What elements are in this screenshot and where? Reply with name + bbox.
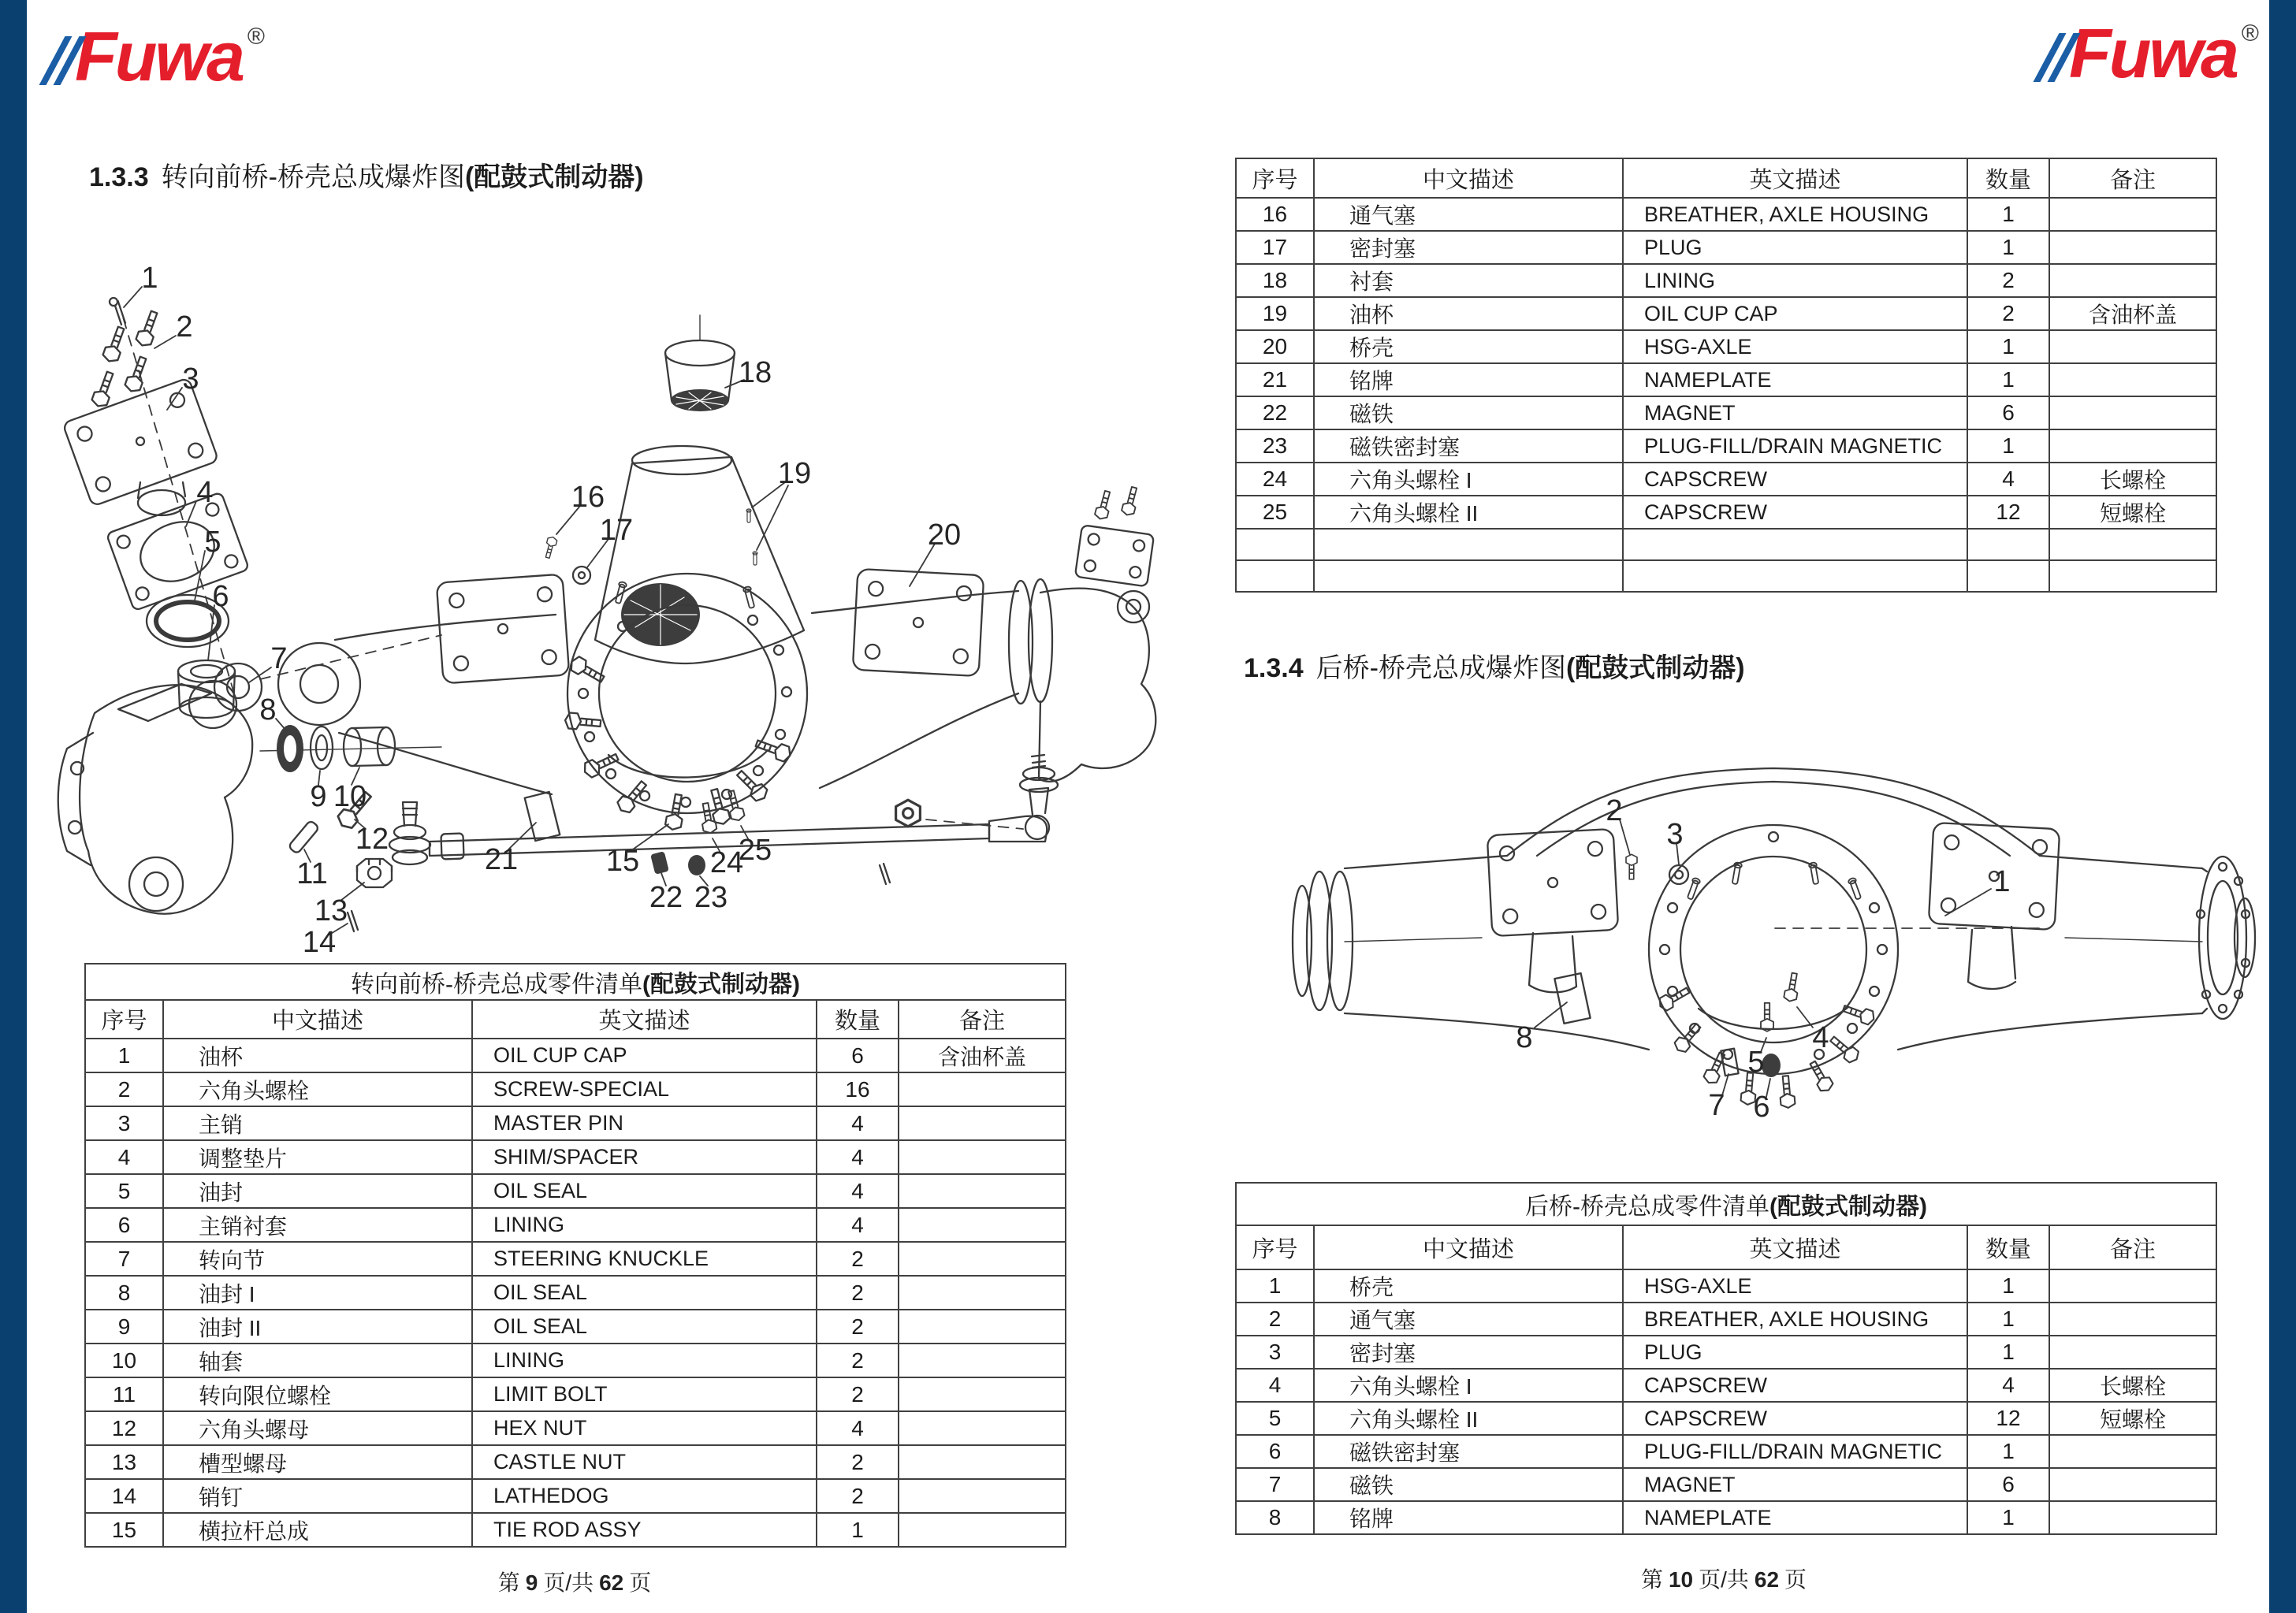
callout-leader [276, 719, 286, 730]
table-cell: OIL CUP CAP [472, 1039, 817, 1072]
callout-number: 3 [1666, 818, 1684, 851]
table-row [85, 1072, 1066, 1106]
column-header: 英文描述 [1623, 1225, 1967, 1269]
callout-number: 20 [927, 518, 962, 552]
table-title: 后桥-桥壳总成零件清单(配鼓式制动器) [1236, 1183, 2216, 1225]
section-text: 后桥-桥壳总成爆炸图 [1315, 653, 1566, 683]
table-cell: 六角头螺栓 I [1314, 1369, 1623, 1402]
callout-number: 6 [212, 580, 229, 613]
table-cell: NAMEPLATE [1623, 1501, 1967, 1534]
table-cell: 6 [817, 1039, 899, 1072]
table-cell [1236, 560, 1314, 592]
column-header: 序号 [85, 1000, 163, 1039]
table-cell: 24 [1236, 463, 1314, 496]
table-cell: 4 [1236, 1369, 1314, 1402]
callout-number: 2 [176, 310, 193, 344]
table-cell: 12 [1967, 1402, 2049, 1435]
table-cell: PLUG-FILL/DRAIN MAGNETIC [1623, 429, 1967, 463]
table-row [85, 1140, 1066, 1174]
callout-number: 4 [196, 476, 214, 509]
table-row [1236, 396, 2216, 429]
section-number: 1.3.4 [1244, 653, 1304, 683]
table-cell: 3 [1236, 1336, 1314, 1369]
table-cell: 主销 [163, 1106, 472, 1140]
table-cell: 2 [1967, 264, 2049, 297]
table-row [85, 1242, 1066, 1276]
table-cell: 1 [85, 1039, 163, 1072]
table-cell: 长螺栓 [2049, 1369, 2216, 1402]
table-cell: OIL SEAL [472, 1174, 817, 1208]
table-row [85, 1445, 1066, 1479]
table-row [1236, 496, 2216, 529]
table-cell: 六角头螺栓 II [1314, 496, 1623, 529]
table-row [1236, 1369, 2216, 1402]
table-row [85, 1039, 1066, 1072]
table-cell [2049, 1336, 2216, 1369]
column-header: 备注 [899, 1000, 1066, 1039]
logo-wordmark: Fuwa [2069, 14, 2237, 92]
callout-leader [195, 551, 205, 600]
table-cell [899, 1310, 1066, 1344]
table-cell: 2 [817, 1242, 899, 1276]
table-cell: 9 [85, 1310, 163, 1344]
table-cell: 6 [1967, 1468, 2049, 1501]
table-cell: NAMEPLATE [1623, 363, 1967, 396]
table-cell: LINING [472, 1208, 817, 1242]
table-cell: 长螺栓 [2049, 463, 2216, 496]
table-cell: 22 [1236, 396, 1314, 429]
table-cell: 铭牌 [1314, 363, 1623, 396]
table-cell [899, 1344, 1066, 1377]
callout-number: 21 [484, 843, 519, 876]
table-cell [1314, 560, 1623, 592]
callout-leader [1945, 889, 1991, 916]
table-cell: 转向限位螺栓 [163, 1377, 472, 1411]
callout-number: 12 [355, 823, 389, 856]
table-cell [899, 1411, 1066, 1445]
table-cell: 油杯 [1314, 297, 1623, 330]
table-cell [899, 1377, 1066, 1411]
table-row [1236, 1501, 2216, 1534]
table-cell: 磁铁密封塞 [1314, 429, 1623, 463]
table-row [85, 1276, 1066, 1310]
table-cell: 六角头螺栓 [163, 1072, 472, 1106]
table-cell: 1 [1967, 1303, 2049, 1336]
table-cell [2049, 1501, 2216, 1534]
table-cell: 12 [1967, 496, 2049, 529]
column-header: 英文描述 [472, 1000, 817, 1039]
table-cell: 1 [1967, 1269, 2049, 1303]
table-cell: 1 [1967, 1501, 2049, 1534]
callout-number: 17 [599, 514, 634, 547]
table-cell: MAGNET [1623, 1468, 1967, 1501]
column-header: 备注 [2049, 158, 2216, 198]
column-header: 中文描述 [1314, 1225, 1623, 1269]
table-cell [2049, 529, 2216, 560]
table-cell: 通气塞 [1314, 1303, 1623, 1336]
table-cell: 横拉杆总成 [163, 1513, 472, 1547]
table-cell: 2 [817, 1377, 899, 1411]
table-cell: 磁铁密封塞 [1314, 1435, 1623, 1468]
table-cell: 23 [1236, 429, 1314, 463]
callout-number: 2 [1606, 794, 1623, 827]
section-text-bold: (配鼓式制动器) [1565, 653, 1745, 683]
table-cell: LINING [1623, 264, 1967, 297]
table-cell: 主销衬套 [163, 1208, 472, 1242]
table-cell: 2 [817, 1276, 899, 1310]
rear-axle-parts-table [1235, 1182, 2217, 1535]
page-footer-right: 第 10 页/共 62 页 [1640, 1567, 1807, 1592]
table-row [85, 1106, 1066, 1140]
table-cell: 4 [817, 1174, 899, 1208]
table-row [1236, 231, 2216, 264]
callout-number: 8 [1516, 1021, 1533, 1054]
column-header: 序号 [1236, 1225, 1314, 1269]
table-cell: 3 [85, 1106, 163, 1140]
table-row [1236, 463, 2216, 496]
table-cell: 1 [1236, 1269, 1314, 1303]
table-row [1236, 1303, 2216, 1336]
table-cell [1967, 560, 2049, 592]
table-cell: 槽型螺母 [163, 1445, 472, 1479]
front-axle-parts-table-continued [1235, 158, 2217, 593]
table-cell: 6 [85, 1208, 163, 1242]
table-cell [2049, 1435, 2216, 1468]
table-cell: 销钉 [163, 1479, 472, 1513]
table-cell: 磁铁 [1314, 1468, 1623, 1501]
table-cell: 5 [1236, 1402, 1314, 1435]
callout-number: 19 [777, 457, 812, 490]
table-cell [899, 1276, 1066, 1310]
table-row [1236, 1468, 2216, 1501]
callout-leader [154, 336, 176, 348]
callout-number: 10 [333, 780, 367, 813]
table-cell: 1 [1967, 1336, 2049, 1369]
table-cell: 2 [817, 1344, 899, 1377]
callout-number: 15 [605, 845, 640, 878]
table-cell [899, 1106, 1066, 1140]
table-cell: 18 [1236, 264, 1314, 297]
table-cell: 短螺栓 [2049, 1402, 2216, 1435]
table-cell: 油杯 [163, 1039, 472, 1072]
table-row [85, 1513, 1066, 1547]
table-cell [2049, 330, 2216, 363]
table-cell: 16 [817, 1072, 899, 1106]
column-header: 数量 [1967, 1225, 2049, 1269]
table-cell [1314, 529, 1623, 560]
table-cell [899, 1140, 1066, 1174]
table-cell: 六角头螺母 [163, 1411, 472, 1445]
table-cell: 2 [817, 1479, 899, 1513]
table-cell [2049, 264, 2216, 297]
table-row [1236, 1336, 2216, 1369]
callout-number: 23 [694, 881, 728, 914]
table-cell: MAGNET [1623, 396, 1967, 429]
table-cell: 1 [1967, 429, 2049, 463]
table-cell: 20 [1236, 330, 1314, 363]
table-cell: HSG-AXLE [1623, 1269, 1967, 1303]
table-row [1236, 560, 2216, 592]
table-row [85, 1310, 1066, 1344]
table-cell: 7 [1236, 1468, 1314, 1501]
table-cell: 磁铁 [1314, 396, 1623, 429]
table-cell: 密封塞 [1314, 231, 1623, 264]
table-cell: BREATHER, AXLE HOUSING [1623, 1303, 1967, 1336]
table-cell: 六角头螺栓 I [1314, 463, 1623, 496]
table-cell: 21 [1236, 363, 1314, 396]
table-cell: OIL SEAL [472, 1310, 817, 1344]
table-cell: 13 [85, 1445, 163, 1479]
table-cell: 6 [1236, 1435, 1314, 1468]
table-cell: 含油杯盖 [2049, 297, 2216, 330]
registered-trademark-icon: ® [247, 24, 266, 50]
table-cell: 6 [1967, 396, 2049, 429]
registered-trademark-icon: ® [2241, 20, 2260, 46]
callout-number: 4 [1812, 1021, 1829, 1054]
callout-leader [1797, 1007, 1813, 1028]
column-header: 序号 [1236, 158, 1314, 198]
table-cell [1623, 529, 1967, 560]
table-cell: SCREW-SPECIAL [472, 1072, 817, 1106]
table-cell: 19 [1236, 297, 1314, 330]
table-row [85, 1208, 1066, 1242]
table-cell [899, 1072, 1066, 1106]
table-cell: CAPSCREW [1623, 496, 1967, 529]
table-cell [1623, 560, 1967, 592]
table-cell: 桥壳 [1314, 1269, 1623, 1303]
table-cell [2049, 560, 2216, 592]
table-cell [2049, 1303, 2216, 1336]
table-cell: TIE ROD ASSY [472, 1513, 817, 1547]
section-number: 1.3.3 [89, 162, 149, 192]
table-cell: 5 [85, 1174, 163, 1208]
table-cell: HSG-AXLE [1623, 330, 1967, 363]
table-cell: 1 [817, 1513, 899, 1547]
table-cell: 15 [85, 1513, 163, 1547]
column-header: 中文描述 [163, 1000, 472, 1039]
section-text: 转向前桥-桥壳总成爆炸图 [161, 162, 465, 192]
table-cell [2049, 396, 2216, 429]
table-cell: LINING [472, 1344, 817, 1377]
table-cell [1236, 529, 1314, 560]
table-cell [2049, 363, 2216, 396]
table-cell: 4 [85, 1140, 163, 1174]
front-axle-diagram [58, 262, 1156, 959]
page-footer-left: 第 9 页/共 62 页 [497, 1570, 652, 1595]
table-cell: 油封 [163, 1174, 472, 1208]
table-cell: 17 [1236, 231, 1314, 264]
table-cell [899, 1445, 1066, 1479]
table-row [85, 1479, 1066, 1513]
table-cell: 含油杯盖 [899, 1039, 1066, 1072]
table-cell: 7 [85, 1242, 163, 1276]
table-cell: 密封塞 [1314, 1336, 1623, 1369]
table-cell: 2 [1967, 297, 2049, 330]
rear-axle-diagram [1293, 768, 2255, 1124]
table-cell: PLUG [1623, 1336, 1967, 1369]
table-cell: LIMIT BOLT [472, 1377, 817, 1411]
table-row [1236, 1402, 2216, 1435]
table-cell: 2 [817, 1445, 899, 1479]
table-cell: 短螺栓 [2049, 496, 2216, 529]
table-cell: 2 [1236, 1303, 1314, 1336]
callout-number: 18 [738, 356, 772, 389]
table-cell: 1 [1967, 198, 2049, 231]
section-text-bold: (配鼓式制动器) [464, 162, 644, 192]
table-cell: 4 [817, 1411, 899, 1445]
table-cell: CASTLE NUT [472, 1445, 817, 1479]
callout-number: 7 [1708, 1089, 1725, 1122]
logo-wordmark: Fuwa [75, 17, 243, 95]
table-row [1236, 529, 2216, 560]
callout-number: 9 [310, 780, 327, 813]
table-row [1236, 1269, 2216, 1303]
callout-number: 5 [1747, 1046, 1765, 1079]
table-cell: 桥壳 [1314, 330, 1623, 363]
table-cell: 1 [1967, 330, 2049, 363]
table-cell [2049, 231, 2216, 264]
callout-number: 24 [709, 846, 744, 879]
table-cell: MASTER PIN [472, 1106, 817, 1140]
table-cell: OIL CUP CAP [1623, 297, 1967, 330]
table-cell: STEERING KNUCKLE [472, 1242, 817, 1276]
callout-number: 13 [314, 894, 348, 927]
table-cell: BREATHER, AXLE HOUSING [1623, 198, 1967, 231]
callout-number: 16 [571, 481, 605, 514]
column-header: 数量 [1967, 158, 2049, 198]
table-cell: 25 [1236, 496, 1314, 529]
table-row [1236, 198, 2216, 231]
table-cell: 油封 II [163, 1310, 472, 1344]
callout-number: 25 [738, 834, 772, 867]
callout-number: 7 [270, 642, 288, 675]
table-cell: 油封 I [163, 1276, 472, 1310]
table-cell: 1 [1967, 1435, 2049, 1468]
table-row [1236, 363, 2216, 396]
table-row [85, 1344, 1066, 1377]
table-cell [2049, 198, 2216, 231]
callout-leader [124, 287, 142, 307]
table-cell: 4 [817, 1106, 899, 1140]
table-cell: LATHEDOG [472, 1479, 817, 1513]
table-row [1236, 429, 2216, 463]
table-row [85, 1377, 1066, 1411]
table-cell: PLUG [1623, 231, 1967, 264]
callout-number: 11 [296, 857, 328, 890]
table-cell: 六角头螺栓 II [1314, 1402, 1623, 1435]
table-cell: 4 [1967, 1369, 2049, 1402]
table-cell: 调整垫片 [163, 1140, 472, 1174]
callout-number: 5 [204, 526, 221, 559]
table-row [1236, 1435, 2216, 1468]
table-cell: 4 [817, 1208, 899, 1242]
column-header: 备注 [2049, 1225, 2216, 1269]
table-row [1236, 264, 2216, 297]
table-cell: 12 [85, 1411, 163, 1445]
table-cell [2049, 429, 2216, 463]
table-row [1236, 297, 2216, 330]
callout-number: 22 [649, 881, 683, 914]
callout-number: 14 [302, 926, 337, 959]
table-cell [2049, 1269, 2216, 1303]
table-cell [899, 1479, 1066, 1513]
table-cell [899, 1242, 1066, 1276]
callout-number: 1 [1993, 865, 2011, 898]
table-cell: 4 [1967, 463, 2049, 496]
table-cell: 2 [85, 1072, 163, 1106]
table-cell: 4 [817, 1140, 899, 1174]
table-row [1236, 330, 2216, 363]
front-axle-parts-table [84, 963, 1066, 1548]
callout-number: 6 [1753, 1091, 1770, 1124]
table-cell: HEX NUT [472, 1411, 817, 1445]
table-cell: 8 [85, 1276, 163, 1310]
table-cell [899, 1208, 1066, 1242]
table-cell: 16 [1236, 198, 1314, 231]
table-cell: 铭牌 [1314, 1501, 1623, 1534]
callout-leader [757, 485, 788, 550]
table-cell: 衬套 [1314, 264, 1623, 297]
table-cell: 2 [817, 1310, 899, 1344]
callout-number: 1 [141, 262, 158, 295]
table-cell [899, 1174, 1066, 1208]
table-cell: 8 [1236, 1501, 1314, 1534]
table-cell: 14 [85, 1479, 163, 1513]
table-cell: SHIM/SPACER [472, 1140, 817, 1174]
table-cell [2049, 1468, 2216, 1501]
column-header: 英文描述 [1623, 158, 1967, 198]
table-cell: 1 [1967, 231, 2049, 264]
table-cell: 通气塞 [1314, 198, 1623, 231]
column-header: 数量 [817, 1000, 899, 1039]
table-title: 转向前桥-桥壳总成零件清单(配鼓式制动器) [85, 964, 1066, 1000]
table-cell: 10 [85, 1344, 163, 1377]
table-cell: CAPSCREW [1623, 463, 1967, 496]
callout-number: 3 [182, 362, 199, 396]
column-header: 中文描述 [1314, 158, 1623, 198]
table-cell: PLUG-FILL/DRAIN MAGNETIC [1623, 1435, 1967, 1468]
table-cell: CAPSCREW [1623, 1402, 1967, 1435]
table-cell: 11 [85, 1377, 163, 1411]
table-cell [1967, 529, 2049, 560]
callout-number: 8 [259, 693, 277, 727]
table-cell [899, 1513, 1066, 1547]
table-cell: OIL SEAL [472, 1276, 817, 1310]
table-cell: 轴套 [163, 1344, 472, 1377]
table-cell: CAPSCREW [1623, 1369, 1967, 1402]
table-row [85, 1174, 1066, 1208]
table-cell: 转向节 [163, 1242, 472, 1276]
table-cell: 1 [1967, 363, 2049, 396]
table-row [85, 1411, 1066, 1445]
